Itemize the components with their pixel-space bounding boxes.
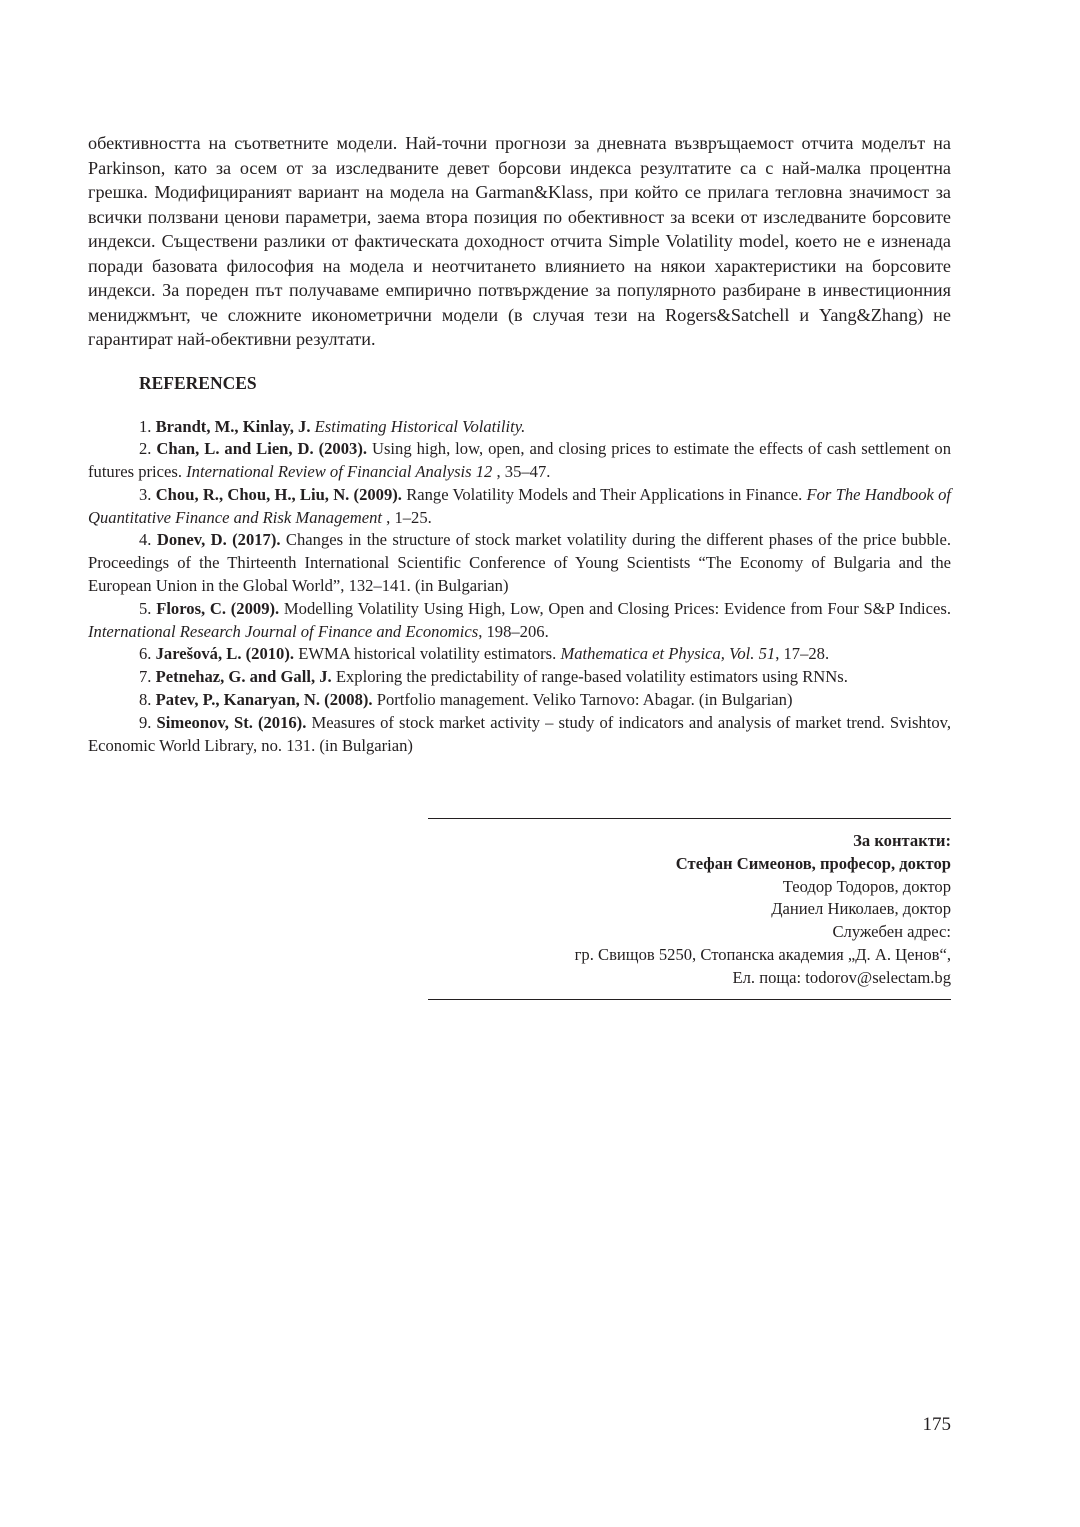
contact-author: Теодор Тодоров, доктор (782, 876, 951, 896)
reference-item: 6. Jarešová, L. (2010). EWMA historical volatility estimators. Mathematica et Physica, Vol. 51, 17–28. (139, 644, 830, 664)
reference-item: 8. Patev, P., Kanaryan, N. (2008). Portfolio management. Veliko Tarnovo: Abagar. (in Bulgarian) (139, 690, 793, 710)
page-content (88, 131, 951, 757)
contact-author-main: Стефан Симеонов, професор, доктор (675, 853, 951, 873)
contact-email: Ел. поща: todorov@selectam.bg (732, 967, 951, 987)
body-paragraph: обективността на съответните модели. Най-точни прогнози за дневната възвръщаемост отчита моделът на Parkinson, като за осем от за изследваните девет борсови индекса резултатите са с най-малка процентна грешка. Модифицираният вариант на модела на Garman&Klass, при който се прилага тегловна значимост за всички ползвани ценови параметри, заема втора позиция по обективност за всеки от изследваните борсовите индекси. Съществени разлики от фактическата доходност отчита Simple Volatility model, което не е изненада поради базовата философия на модела и неотчитането влиянието на някои характеристики на борсовите индекси. За пореден път получаваме емпирично потвърждение за популярното разбиране в инвестиционния мениджмънт, че сложните иконометрични модели (в случая тези на Rogers&Satchell и Yang&Zhang) не гарантират най-обективни резултати. (88, 133, 951, 349)
reference-item: 4. Donev, D. (2017). Changes in the structure of stock market volatility during the different phases of the price bubble. Proceedings of the Thirteenth International Scientific Conference of Young Scientists “The Economy of Bulgaria and the European Union in the Global World”, 132–141. (in Bulgarian) (88, 530, 952, 596)
reference-item: 5. Floros, C. (2009). Modelling Volatility Using High, Low, Open and Closing Prices: Evidence from Four S&P Indices. International Research Journal of Finance and Economics, 198–206. (88, 598, 952, 641)
reference-item: 3. Chou, R., Chou, H., Liu, N. (2009). Range Volatility Models and Their Applications in Finance. For The Handbook of Quantitative Finance and Risk Management , 1–25. (88, 484, 952, 527)
contact-address: гр. Свищов 5250, Стопанска академия „Д. А. Ценов“, (574, 944, 951, 964)
reference-item: 2. Chan, L. and Lien, D. (2003). Using high, low, open, and closing prices to estimate the effects of cash settlement on futures prices. International Review of Financial Analysis 12 , 35–47. (88, 439, 951, 482)
references-list (88, 416, 951, 758)
page-number: 175 (922, 1414, 951, 1435)
reference-item: 9. Simeonov, St. (2016). Measures of stock market activity – study of indicators and analysis of market trend. Svishtov, Economic World Library, no. 131. (in Bulgarian) (88, 712, 951, 755)
reference-item: 1. Brandt, M., Kinlay, J. Estimating Historical Volatility. (139, 416, 526, 436)
contact-author: Даниел Николаев, доктор (771, 899, 951, 919)
contact-heading: За контакти: (853, 831, 951, 850)
references-heading: REFERENCES (139, 372, 257, 393)
reference-item: 7. Petnehaz, G. and Gall, J. Exploring the predictability of range-based volatility estimators using RNNs. (139, 667, 848, 687)
contact-address-label: Служебен адрес: (832, 922, 951, 942)
contact-block (428, 818, 951, 1000)
